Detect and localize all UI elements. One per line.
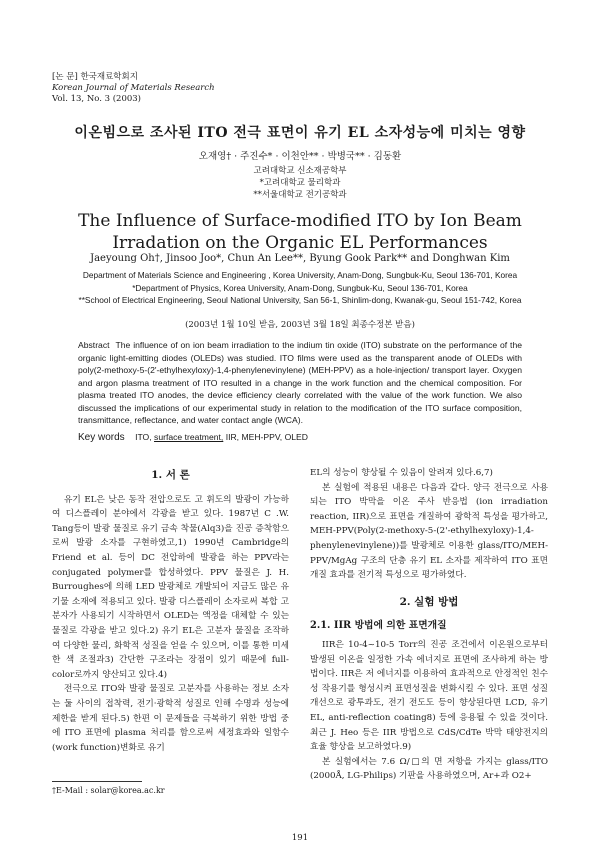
paragraph: 본 실험에서는 7.6 Ω/□의 면 저항을 가지는 glass/ITO (2000Å, LG-Philips) 기판을 사용하였으며, Ar+과 O2+ — [310, 756, 548, 782]
paragraph: IIR은 10-4~10-5 Torr의 진공 조건에서 이온원으로부터 발생된 이온을 일정한 가속 에너지로 표면에 조사하게 하는 방법이다. IIR은 저 에너지를 이용하여 효과적으로 안정적인 친수성 작용기를 형성시켜 표면성질을 변화시킬 수 있다. 표면 성질 개선으로 광투과도, 전기 전도도 등이 향상된다면 LCD, 유기 EL, anti-reflection coating8) 등에 응용될 수 있을 것이다. 최근 J. Heo 등은 IIR 방법으로 CdS/CdTe 박막 태양전지의 효율 향상을 보고하였다.9) — [310, 639, 548, 753]
left-column — [52, 464, 289, 755]
section-heading: 2. 실험 방법 — [399, 595, 459, 608]
keywords-label: Key words — [78, 432, 125, 443]
abstract-text: The influence of on ion beam irradiation to the indium tin oxide (ITO) substrate on the performance of the organic light-emitting diodes (OLEDs) was studied. ITO films were used as the transparent anode of OLEDs with poly(2-methoxy-5-(2'-ethylhexyloxy)-1,4-phenylenevinylene) (MEH-PPV) as a hole-injection/ transport layer. Oxygen and argon plasma treatment of ITO resulted in a change in the work function and the chemical composition. For plasma treated ITO anodes, the device efficiency clearly correlated with the value of the work function. We also discussed the implications of our experimental study in relation to the modification of the ITO surface composition, transmittance, reflectance, and water contact angle (WCA). — [78, 340, 522, 425]
korean-affiliation: 고려대학교 신소재공학부 — [253, 166, 347, 176]
abstract-label: Abstract — [78, 340, 110, 350]
english-affiliations — [30, 269, 570, 307]
footnote-rule — [52, 781, 142, 782]
english-authors: Jaeyoung Oh†, Jinsoo Joo*, Chun An Lee**, Byung Gook Park** and Donghwan Kim — [90, 253, 510, 264]
korean-affiliation: **서울대학교 전기공학과 — [253, 190, 347, 200]
english-title-line2: Irradation on the Organic EL Performances — [112, 233, 488, 253]
journal-header-line2: Korean Journal of Materials Research — [52, 83, 215, 93]
korean-title: 이온빔으로 조사된 ITO 전극 표면이 유기 EL 소자성능에 미치는 영향 — [74, 125, 526, 141]
korean-affiliation: *고려대학교 물리학과 — [259, 178, 341, 188]
english-affiliation: **School of Electrical Engineering, Seoul National University, San 56-1, Shinlim-dong, Kwanak-gu, Seoul 151-742, Korea — [78, 295, 522, 305]
paragraph: EL의 성능이 향상될 수 있음이 알려져 있다.6,7) — [310, 468, 493, 478]
english-affiliation: *Department of Physics, Korea University, Anam-Dong, Sungbuk-Ku, Seoul 136-701, Korea — [132, 282, 468, 293]
right-column — [310, 466, 548, 784]
english-affiliation: Department of Materials Science and Engineering , Korea University, Anam-Dong, Sungbuk-Ku, Seoul 136-701, Korea — [82, 270, 518, 280]
paragraph: 본 실험에 적용된 내용은 다음과 같다. 양극 전극으로 사용되는 ITO 박막을 이온 주사 반응법 (ion irradiation reaction, IIR)으로 표면을 개질하여 광학적 특성을 평가하고, MEH-PPV(Poly(2-methoxy-5-(2'-ethylhexyloxy)-1,4-phenylenevinylene))를 발광체로 이용한 glass/ITO/MEH-PPV/MgAg 구조의 단층 유기 EL 소자를 제작하여 ITO 표면 개질 효과를 전기적 특성으로 평가하였다. — [310, 482, 548, 581]
paragraph: 전극으로 ITO와 발광 물질로 고분자를 사용하는 정보 소자는 둘 사이의 접착력, 전기·광학적 성질로 인해 수명과 성능에 제한을 받게 된다.5) 한편 이 문제들을 극복하기 위한 방법 중에 ITO 표면에 plasma 처리를 함으로써 세정효과와 일함수 (work function)변화로 유기 — [52, 684, 289, 753]
page-number: 191 — [291, 833, 309, 843]
abstract — [78, 339, 522, 427]
section-heading: 1. 서 론 — [151, 469, 190, 481]
footnote: †E-Mail : solar@korea.ac.kr — [52, 786, 165, 795]
english-title-line1: The Influence of Surface-modified ITO by Ion Beam — [78, 211, 522, 231]
english-title — [0, 210, 600, 254]
received-dates: (2003년 1월 10일 받음, 2003년 3월 18일 최종수정본 받음) — [185, 320, 415, 330]
journal-header-line1: [논 문] 한국재료학회지 — [52, 72, 138, 82]
journal-header-line3: Vol. 13, No. 3 (2003) — [52, 94, 142, 104]
keyword: surface treatment, — [154, 432, 224, 442]
paragraph: 유기 EL은 낮은 동작 전압으로도 고 휘도의 발광이 가능하여 디스플레이 분야에서 각광을 받고 있다. 1987년 C .W. Tang등이 발광 물질로 유기 금속 착물(Alq3)을 진공 증착함으로써 발광 소자를 구현하였고,1) 1990년 Cambridge의 Friend et al. 등이 DC 전압하에 발광을 하는 PPV라는 conjugated polymer를 합성하였다. PPV 물질은 J. H. Burroughes에 의해 LED 발광체로 개발되어 지금도 많은 유기물 소재에 적용되고 있다. 발광 디스플레이 소자로써 복합 고분자가 사용되기 시작하면서 OLED는 액정을 대체할 수 있는 물질로 각광을 받고 있다.2) 유기 EL은 고분자 물질을 조작하여 다양한 물리, 화학적 성질을 얻을 수 있으며, 이를 통한 미세한 색 조절과3) 간단한 구조라는 장점이 있기 때문에 full-color로까지 양산되고 있다.4) — [52, 494, 289, 680]
subsection-heading: 2.1. IIR 방법에 의한 표면개질 — [310, 620, 447, 632]
keyword: IIR, MEH-PPV, OLED — [225, 432, 308, 442]
keyword: ITO, — [135, 432, 152, 442]
korean-affiliations — [0, 165, 600, 201]
journal-header — [52, 72, 215, 105]
keywords — [78, 432, 522, 443]
korean-authors: 오재영† · 주진수* · 이천안** · 박병국** · 김동환 — [198, 151, 402, 162]
